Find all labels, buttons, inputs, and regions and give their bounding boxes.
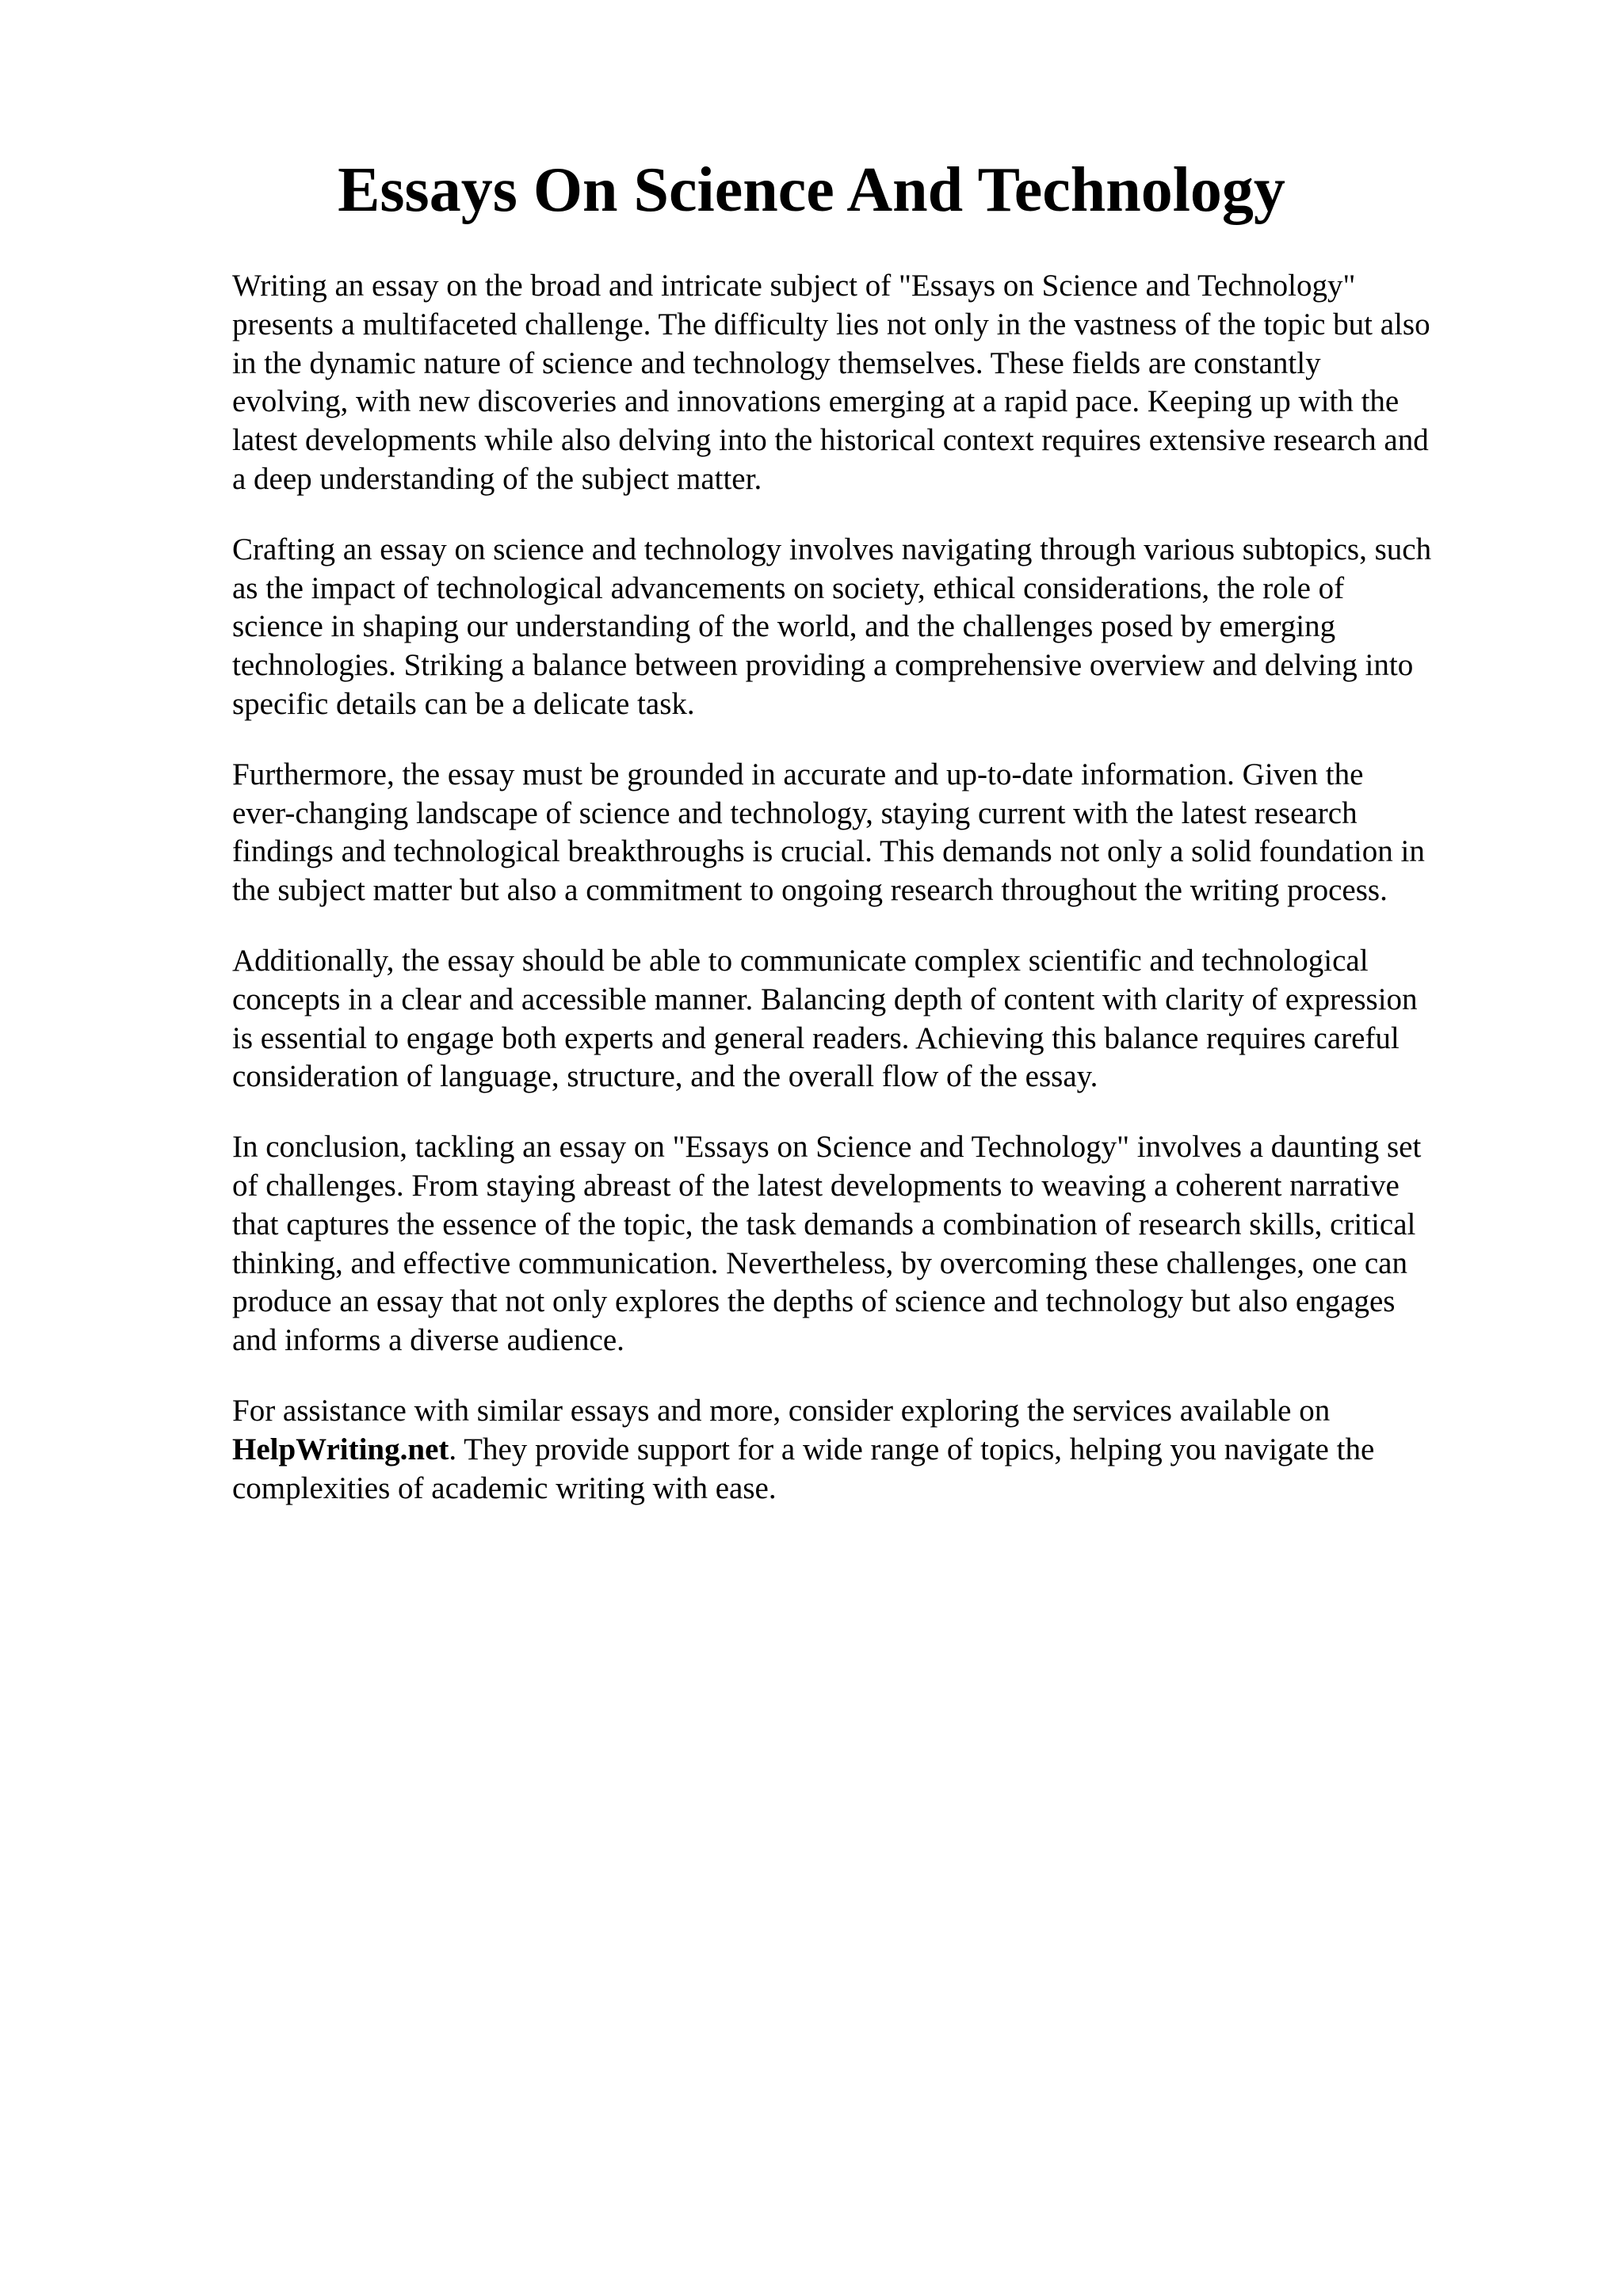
text-line: specific details can be a delicate task. bbox=[232, 686, 695, 721]
text-line: presents a multifaceted challenge. The difficulty lies not only in the vastness of the topic but also bbox=[232, 307, 1430, 341]
text-line: concepts in a clear and accessible manner. Balancing depth of content with clarity of expression bbox=[232, 982, 1418, 1016]
text-line: latest developments while also delving into the historical context requires extensive research and bbox=[232, 423, 1429, 458]
text-line: evolving, with new discoveries and innovations emerging at a rapid pace. Keeping up with the bbox=[232, 384, 1400, 419]
text-line: and informs a diverse audience. bbox=[232, 1323, 624, 1358]
text-line: Furthermore, the essay must be grounded in accurate and up-to-date information. Given the bbox=[232, 757, 1364, 791]
text-line: science in shaping our understanding of the world, and the challenges posed by emerging bbox=[232, 609, 1336, 644]
text-line bbox=[232, 1431, 1516, 1470]
document-body bbox=[232, 267, 1516, 1539]
closing-paragraph bbox=[232, 1392, 1516, 1508]
text-line: of challenges. From staying abreast of the latest developments to weaving a coherent narrative bbox=[232, 1168, 1400, 1203]
closing-line-rest: . They provide support for a wide range of topics, helping you navigate the bbox=[449, 1432, 1375, 1466]
text-line: in the dynamic nature of science and technology themselves. These fields are constantly bbox=[232, 345, 1321, 380]
paragraph-3 bbox=[232, 756, 1516, 910]
text-line: a deep understanding of the subject matter. bbox=[232, 461, 762, 496]
text-line: Writing an essay on the broad and intricate subject of "Essays on Science and Technology" bbox=[232, 269, 1356, 303]
page-title: Essays On Science And Technology bbox=[338, 155, 1285, 225]
text-line: Crafting an essay on science and technology involves navigating through various subtopics, such bbox=[232, 532, 1432, 566]
text-line: For assistance with similar essays and more, consider exploring the services available on bbox=[232, 1393, 1331, 1428]
paragraph-2 bbox=[232, 531, 1516, 724]
text-line: as the impact of technological advancements on society, ethical considerations, the role of bbox=[232, 570, 1345, 605]
text-line: is essential to engage both experts and general readers. Achieving this balance requires careful bbox=[232, 1020, 1400, 1055]
paragraph-1 bbox=[232, 267, 1516, 499]
helpwriting-link[interactable]: HelpWriting.net bbox=[232, 1432, 449, 1466]
text-line: thinking, and effective communication. Nevertheless, by overcoming these challenges, one can bbox=[232, 1245, 1407, 1280]
paragraph-5 bbox=[232, 1128, 1516, 1360]
text-line: that captures the essence of the topic, the task demands a combination of research skills, critical bbox=[232, 1207, 1416, 1241]
text-line: findings and technological breakthroughs is crucial. This demands not only a solid foundation in bbox=[232, 834, 1425, 869]
text-line: consideration of language, structure, and the overall flow of the essay. bbox=[232, 1059, 1098, 1094]
text-line: the subject matter but also a commitment to ongoing research throughout the writing process. bbox=[232, 873, 1388, 908]
text-line: produce an essay that not only explores the depths of science and technology but also engages bbox=[232, 1284, 1396, 1319]
text-line: ever-changing landscape of science and technology, staying current with the latest research bbox=[232, 795, 1358, 830]
paragraph-4 bbox=[232, 942, 1516, 1097]
text-line: complexities of academic writing with ease. bbox=[232, 1470, 777, 1505]
text-line: Additionally, the essay should be able to communicate complex scientific and technological bbox=[232, 943, 1369, 978]
text-line: technologies. Striking a balance between providing a comprehensive overview and delving into bbox=[232, 648, 1414, 683]
text-line: In conclusion, tackling an essay on "Essays on Science and Technology" involves a daunting set bbox=[232, 1130, 1422, 1165]
